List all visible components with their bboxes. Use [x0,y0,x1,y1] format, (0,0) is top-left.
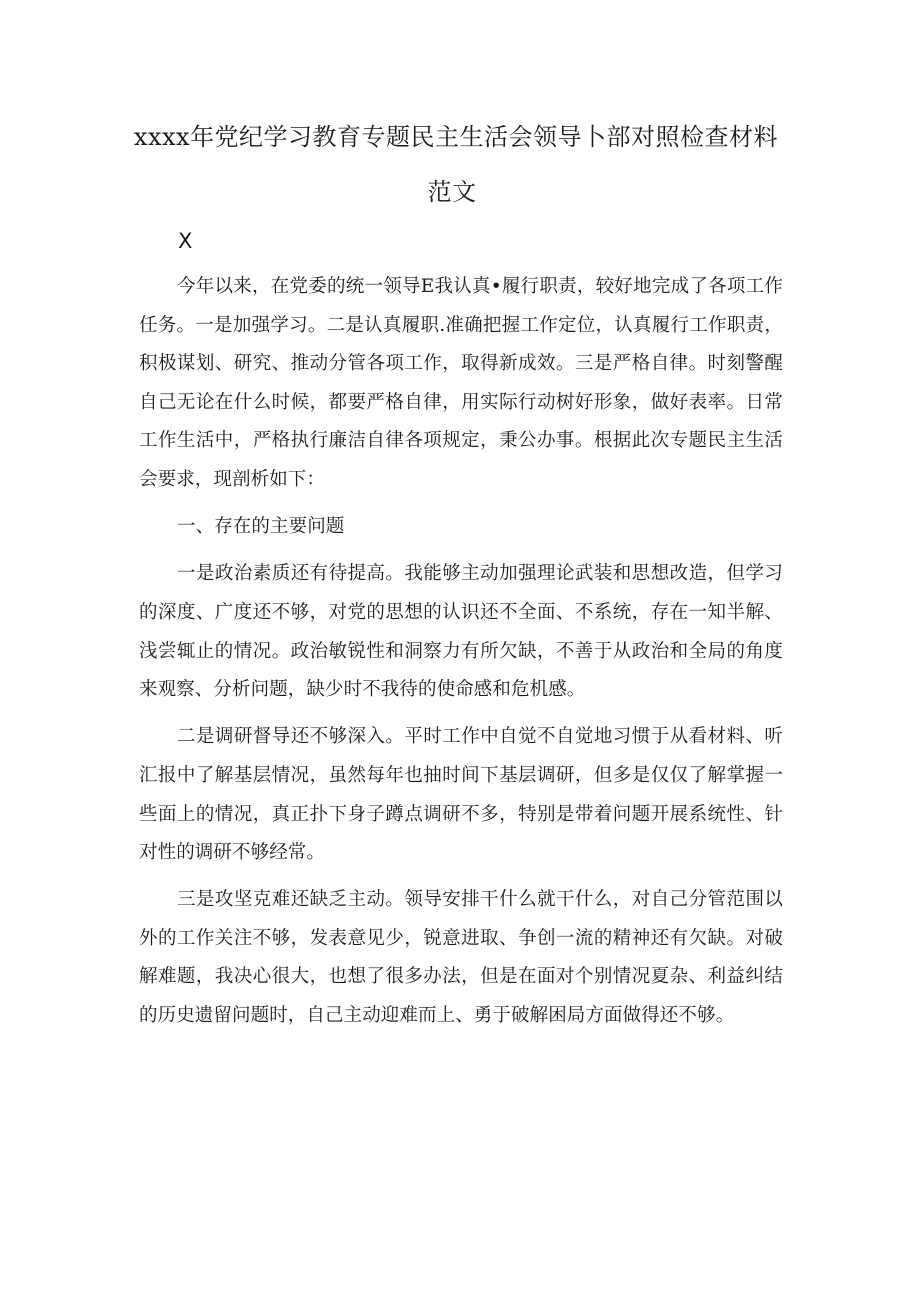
document-title: xxxx年党纪学习教育专题民主生活会领导卜部对照检查材料 [133,123,779,151]
problem-paragraph-2: 二是调研督导还不够深入。平时工作中自觉不自觉地习惯于从看材料、听汇报中了解基层情况，虽然每年也抽时间下基层调研，但多是仅仅了解掌握一些面上的情况，真正扑下身子蹲点调研不多，特别是带着问题开展系统性、针对性的调研不够经常。 [139,726,783,864]
problem-paragraph-3: 三是攻坚克难还缺乏主动。领导安排干什么就干什么，对自己分管范围以外的工作关注不够，发表意见少，锐意进取、争创一流的精神还有欠缺。对破解难题，我决心很大，也想了很多办法，但是在面对个别情况夏杂、利益纠结的历史遗留问题时，自己主动迎难而上、勇于破解困局方面做得还不够。 [139,889,783,1027]
document-title-continuation: 范文 [427,178,477,206]
document-body [139,268,783,1036]
salutation: X [178,229,193,253]
problem-paragraph-1: 一是政治素质还有待提高。我能够主动加强理论武装和思想改造，但学习的深度、广度还不够，对党的思想的认识还不全面、不系统，存在一知半解、浅尝辄止的情况。政治敏锐性和洞察力有所欠缺，不善于从政治和全局的角度来观察、分析问题，缺少时不我待的使命感和危机感。 [139,563,783,701]
section-heading: 一、存在的主要问题 [177,516,345,538]
intro-paragraph: 今年以来，在党委的统一领导E我认真•履行职责，较好地完成了各项工作任务。一是加强学习。二是认真履职.准确把握工作定位，认真履行工作职责，积极谋划、研究、推动分管各项工作，取得新成效。三是严格自律。时刻警醒自己无论在什么时候，都要严格自律，用实际行动树好形象，做好表率。日常工作生活中，严格执行廉洁自律各项规定，秉公办事。根据此次专题民主生活会要求，现剖析如下： [139,276,783,490]
